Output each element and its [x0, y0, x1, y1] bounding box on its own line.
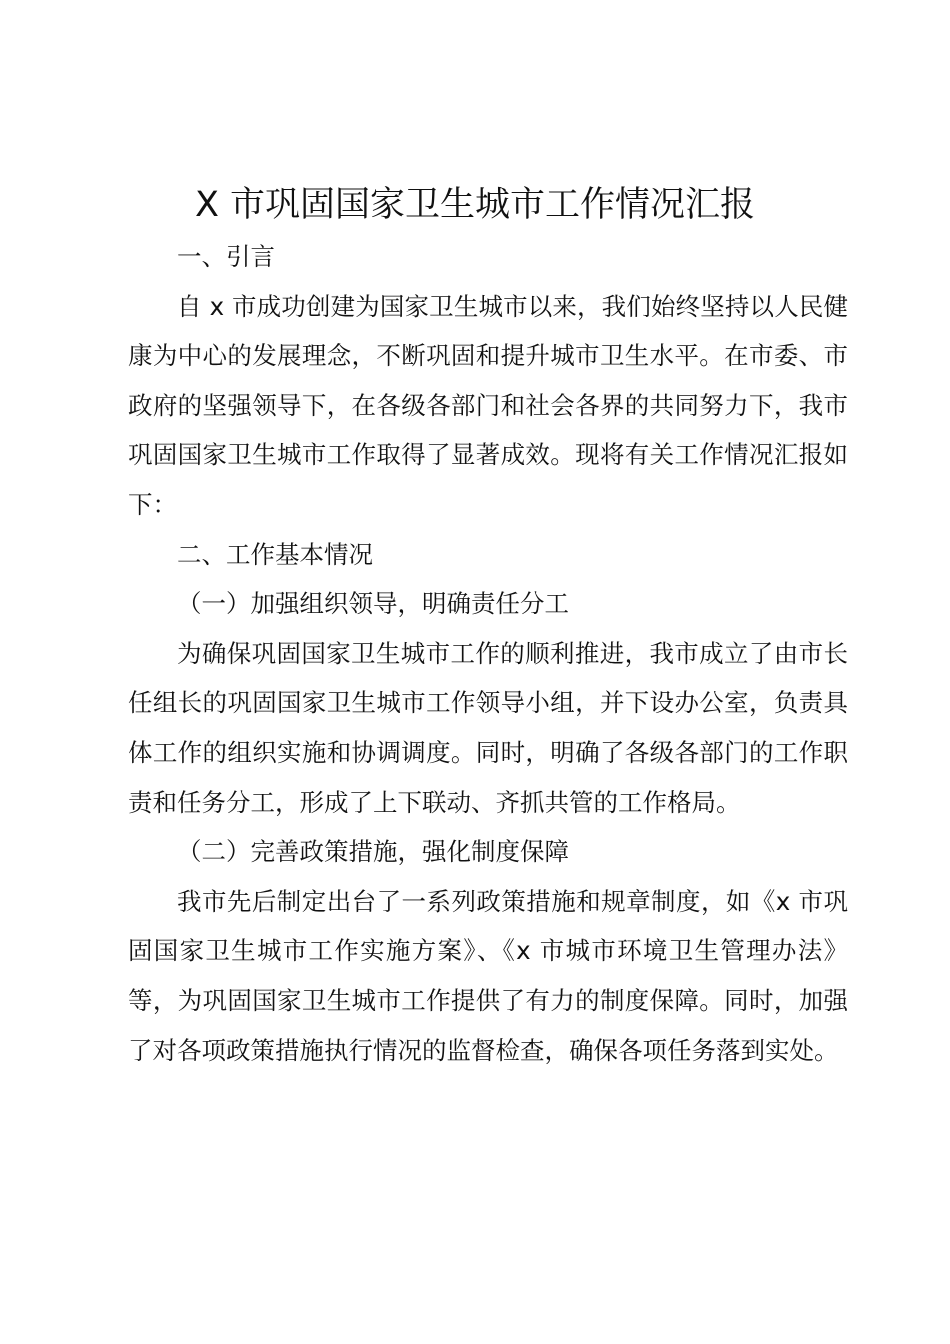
section-heading-introduction: 一、引言 [177, 242, 275, 271]
document-body [128, 232, 848, 1075]
paragraph-policy: 我市先后制定出台了一系列政策措施和规章制度，如《x 市巩固国家卫生城市工作实施方案》、《x 市城市环境卫生管理办法》等，为巩固国家卫生城市工作提供了有力的制度保障。同时，加强了对各项政策措施执行情况的监督检查，确保各项任务落到实处。 [128, 886, 848, 1065]
section-heading-work-status: 二、工作基本情况 [177, 539, 373, 569]
paragraph-introduction: 自 x 市成功创建为国家卫生城市以来，我们始终坚持以人民健康为中心的发展理念，不断巩固和提升城市卫生水平。在市委、市政府的坚强领导下，在各级各部门和社会各界的共同努力下，我市巩固国家卫生城市工作取得了显著成效。现将有关工作情况汇报如下： [128, 291, 848, 519]
subsection-heading-organization: （一）加强组织领导，明确责任分工 [177, 589, 569, 619]
subsection-heading-policy: （二）完善政策措施，强化制度保障 [177, 837, 569, 867]
document-title: X 市巩固国家卫生城市工作情况汇报 [194, 185, 756, 225]
paragraph-organization: 为确保巩固国家卫生城市工作的顺利推进，我市成立了由市长任组长的巩固国家卫生城市工作领导小组，并下设办公室，负责具体工作的组织实施和协调调度。同时，明确了各级各部门的工作职责和任务分工，形成了上下联动、齐抓共管的工作格局。 [128, 638, 848, 817]
